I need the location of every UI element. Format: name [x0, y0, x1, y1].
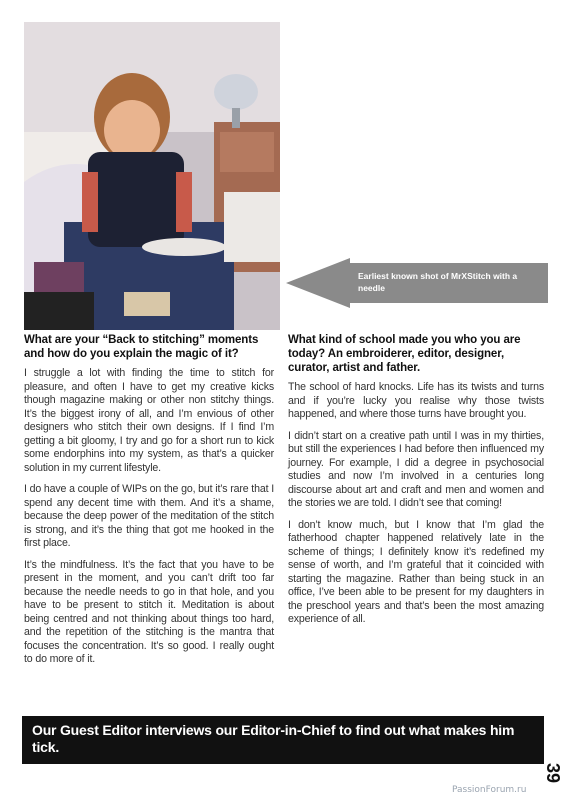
- right-paragraph: The school of hard knocks. Life has its twists and turns and if you’re lucky you realise why those twists happened, and where those turns have brought you.: [288, 381, 544, 420]
- watermark: PassionForum.ru: [452, 785, 527, 795]
- photo-illustration: [24, 22, 280, 330]
- right-paragraph: I don’t know much, but I know that I’m glad the fatherhood chapter happened relatively late in the scheme of things; I definitely know it’s redefined my sense of worth, and I’m grateful that it coincided with starting the magazine. Rather than being stuck in an office, I’ve been able to be present for my daughters in the preschool years and that’s been the most amazing experience of all.: [288, 518, 544, 625]
- right-question-heading: What kind of school made you who you are today? An embroiderer, editor, designer, curator, artist and father.: [288, 334, 521, 374]
- left-column: [24, 333, 274, 675]
- intro-banner: Our Guest Editor interviews our Editor-in-Chief to find out what makes him tick.: [22, 716, 544, 764]
- left-paragraph: I struggle a lot with finding the time to stitch for pleasure, and often I have to get my creative kicks though magazine making or other non stitchy things. It’s the biggest irony of all, and I’m envious of other designers who stitch their own designs. If I find I’m getting a bit gloomy, I try and go for a short run to kick some endorphins into my system, as that’s a quicker solution in my current lifestyle.: [24, 367, 274, 474]
- left-paragraph: It’s the mindfulness. It’s the fact that you have to be present in the moment, and you can’t drift too far because the needle needs to go in that hole, and you have to be present to stitch it. Meditation is about being centred and not thinking about things too hard, and the repetition of the stitching is the mantra that focuses the concentration. It’s so good. I really ought to do more of it.: [24, 558, 274, 665]
- right-column: [288, 333, 544, 635]
- childhood-photo: [24, 22, 280, 330]
- caption-text: Earliest known shot of MrXStitch with a needle: [358, 271, 518, 293]
- left-paragraph: I do have a couple of WIPs on the go, but it’s rare that I spend any decent time with them. And it’s a shame, because the deep power of the meditation of the stitch is strong, and it’s the thing that got me hooked in the first place.: [24, 483, 274, 549]
- photo-caption: [286, 258, 548, 308]
- left-question-heading: What are your “Back to stitching” moments and how do you explain the magic of it?: [24, 334, 259, 360]
- right-paragraph: I didn’t start on a creative path until I was in my thirties, but still the experiences I had before then influenced my journey. For example, I did a degree in psychosocial studies and now I’m involved in a centuries long discourse about art and craft and men and women and the stories we are told. I didn’t see that coming!: [288, 429, 544, 509]
- page-number: 39: [543, 763, 563, 784]
